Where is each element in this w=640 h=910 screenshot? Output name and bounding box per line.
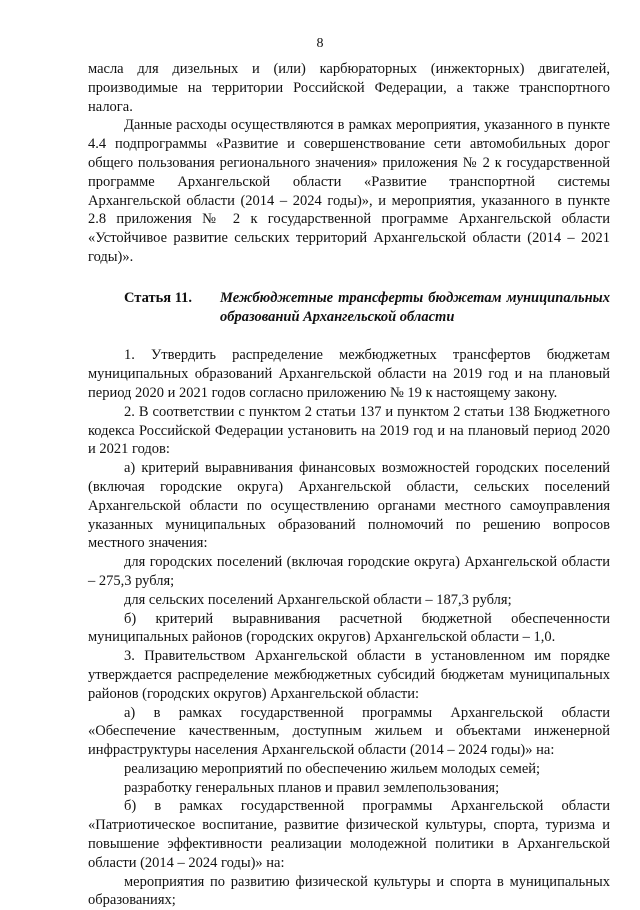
paragraph: мероприятия по развитию физической культуры и спорта в муниципальных образованиях; <box>88 873 610 909</box>
paragraph: для городских поселений (включая городские округа) Архангельской области – 275,3 рубля; <box>88 554 610 589</box>
paragraph: б) критерий выравнивания расчетной бюджетной обеспеченности муниципальных районов (городских округов) Архангельской области – 1,0. <box>88 610 610 646</box>
paragraph: для сельских поселений Архангельской области – 187,3 рубля; <box>124 591 512 608</box>
paragraph: а) в рамках государственной программы Архангельской области «Обеспечение качественным, доступным жильем и объектами инженерной инфраструктуры населения Архангельской области (2014 – 2024 годы)» на: <box>88 704 610 759</box>
paragraph: Данные расходы осуществляются в рамках мероприятия, указанного в пункте 4.4 подпрограммы «Развитие и совершенствование сети автомобильных дорог общего пользования регионального значения» приложения № 2 к государственной программе Архангельской области «Развитие транспортной системы Архангельской области (2014 – 2024 годы)», и мероприятия, указанного в пункте 2.8 приложения № 2 к государственной программе Архангельской области «Устойчивое развитие сельских территорий Архангельской области (2014 – 2021 годы)». <box>88 117 610 265</box>
paragraph: а) критерий выравнивания финансовых возможностей городских поселений (включая городские округа) Архангельской области, сельских поселений Архангельской области по осуществлению органами местного самоуправления указанных муниципальных образований полномочий по решению вопросов местного значения: <box>88 460 610 552</box>
paragraph: 3. Правительством Архангельской области в установленном им порядке утверждается распределение межбюджетных субсидий бюджетам муниципальных районов (городских округов) Архангельской области: <box>88 648 610 702</box>
paragraph: 1. Утвердить распределение межбюджетных трансфертов бюджетам муниципальных образований Архангельской области на 2019 год и на плановый период 2020 и 2021 годов согласно приложению № 19 к настоящему закону. <box>88 347 610 401</box>
document-body <box>88 60 610 910</box>
article-number: Статья 11. <box>124 289 193 306</box>
paragraph: 2. В соответствии с пунктом 2 статьи 137 и пунктом 2 статьи 138 Бюджетного кодекса Российской Федерации установить на 2019 год и на плановый период 2020 и 2021 годов: <box>88 403 610 458</box>
paragraph: б) в рамках государственной программы Архангельской области «Патриотическое воспитание, развитие физической культуры, спорта, туризма и повышение эффективности реализации молодежной политики в Архангельской области (2014 – 2024 годы)» на: <box>88 798 610 871</box>
article-heading <box>88 289 610 327</box>
paragraph: разработку генеральных планов и правил землепользования; <box>124 779 500 796</box>
article-title: Межбюджетные трансферты бюджетам муниципальных образований Архангельской области <box>220 289 610 325</box>
page-number: 8 <box>316 36 324 51</box>
paragraph: реализацию мероприятий по обеспечению жильем молодых семей; <box>124 760 541 777</box>
paragraph: масла для дизельных и (или) карбюраторных (инжекторных) двигателей, производимые на территории Российской Федерации, а также транспортного налога. <box>88 61 610 115</box>
